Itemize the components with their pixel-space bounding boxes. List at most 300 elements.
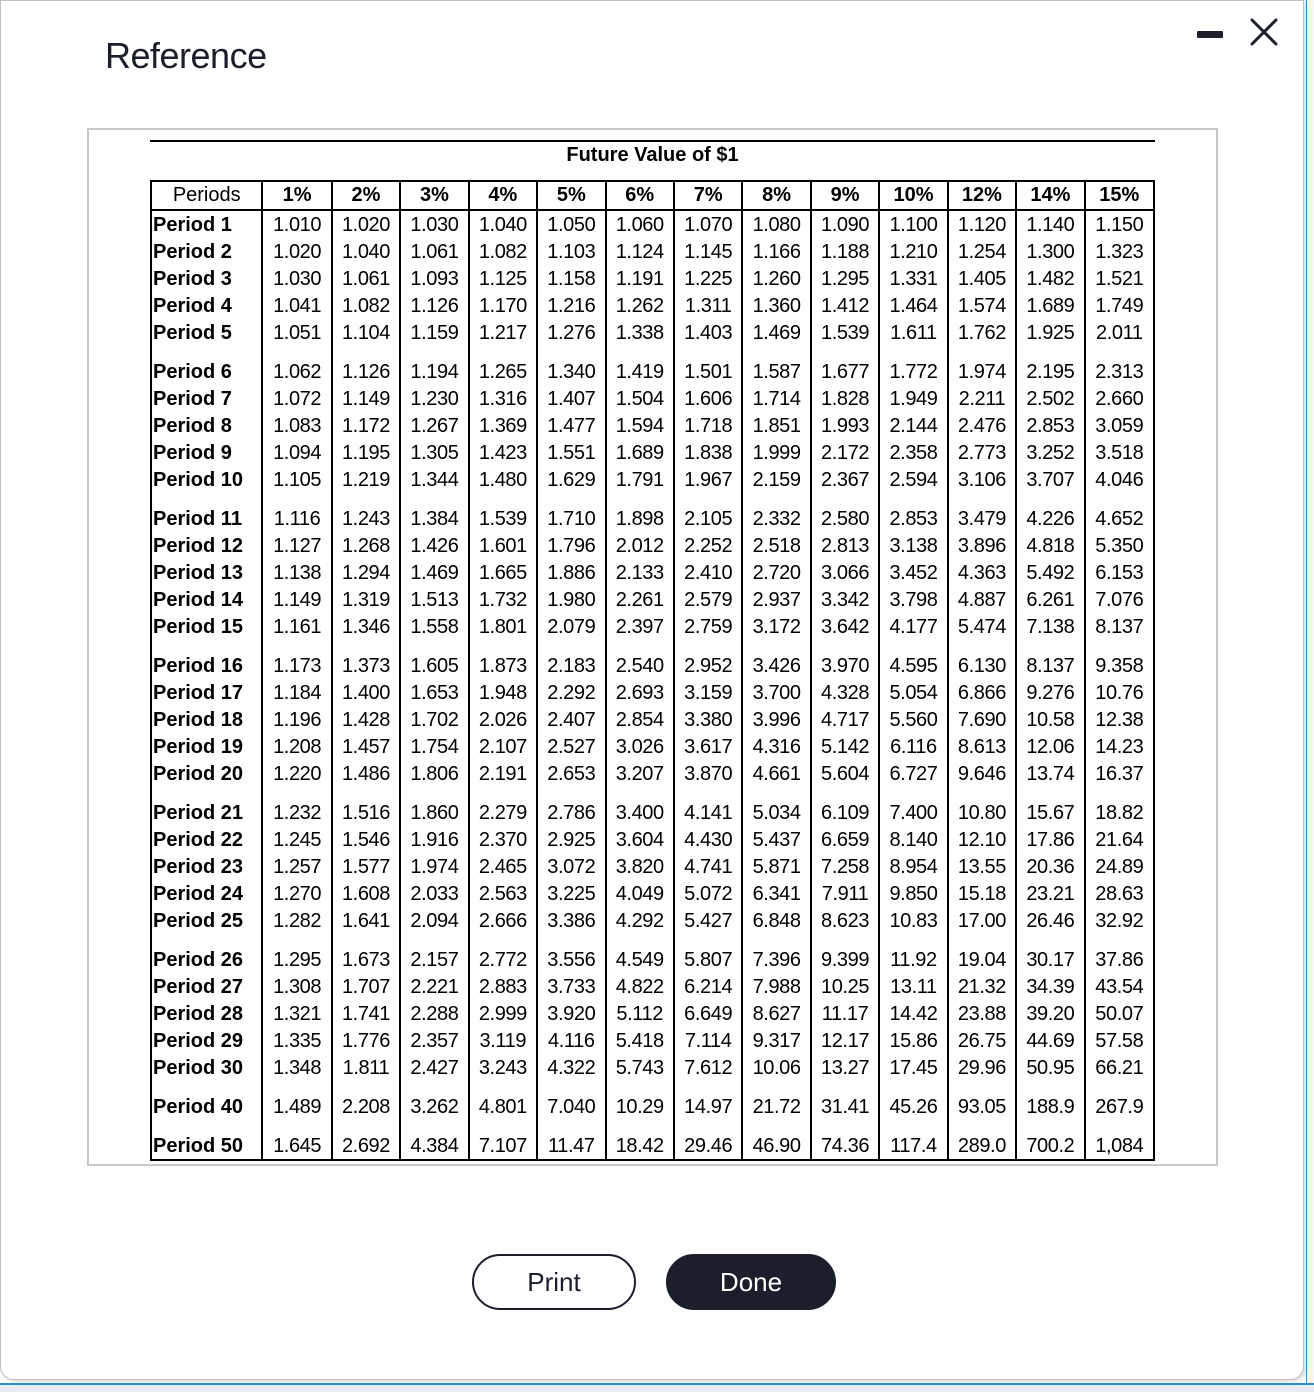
table-cell: 1.062 (262, 346, 331, 385)
table-cell: 1.158 (537, 265, 605, 292)
table-cell: 2.853 (1016, 412, 1084, 439)
table-cell: 3.479 (948, 493, 1016, 532)
table-cell: 5.437 (742, 826, 810, 853)
table-cell: 1.335 (262, 1027, 331, 1054)
table-cell: 1.689 (606, 439, 674, 466)
table-cell: 1.384 (400, 493, 468, 532)
table-cell: 3.207 (606, 760, 674, 787)
table-cell: 4.141 (674, 787, 742, 826)
table-cell: 2.195 (1016, 346, 1084, 385)
table-cell: 26.46 (1016, 907, 1084, 934)
table-cell: 1.916 (400, 826, 468, 853)
period-label: Period 15 (151, 613, 262, 640)
table-cell: 2.653 (537, 760, 605, 787)
table-row (151, 466, 1154, 493)
rate-header: 6% (606, 181, 674, 210)
table-row (151, 265, 1154, 292)
table-cell: 4.226 (1016, 493, 1084, 532)
table-cell: 43.54 (1085, 973, 1154, 1000)
rate-header: 4% (469, 181, 537, 210)
table-cell: 1.513 (400, 586, 468, 613)
table-cell: 4.292 (606, 907, 674, 934)
table-cell: 1.308 (262, 973, 331, 1000)
table-cell: 1.587 (742, 346, 810, 385)
table-cell: 1.295 (262, 934, 331, 973)
table-cell: 4.818 (1016, 532, 1084, 559)
table-cell: 1.219 (332, 466, 400, 493)
table-cell: 1.126 (400, 292, 468, 319)
table-cell: 4.363 (948, 559, 1016, 586)
table-cell: 6.130 (948, 640, 1016, 679)
table-cell: 1.321 (262, 1000, 331, 1027)
table-cell: 17.00 (948, 907, 1016, 934)
table-cell: 4.322 (537, 1054, 605, 1081)
period-label: Period 16 (151, 640, 262, 679)
table-cell: 1.093 (400, 265, 468, 292)
table-cell: 1.608 (332, 880, 400, 907)
table-cell: 1.423 (469, 439, 537, 466)
table-cell: 13.74 (1016, 760, 1084, 787)
rate-header: 15% (1085, 181, 1154, 210)
table-cell: 2.367 (811, 466, 879, 493)
table-cell: 13.11 (879, 973, 947, 1000)
table-cell: 3.707 (1016, 466, 1084, 493)
table-cell: 1.925 (1016, 319, 1084, 346)
table-cell: 2.208 (332, 1081, 400, 1120)
table-cell: 1.860 (400, 787, 468, 826)
table-cell: 1.403 (674, 319, 742, 346)
table-cell: 4.549 (606, 934, 674, 973)
period-label: Period 14 (151, 586, 262, 613)
table-cell: 1.265 (469, 346, 537, 385)
table-cell: 3.252 (1016, 439, 1084, 466)
table-cell: 1.974 (948, 346, 1016, 385)
table-row (151, 319, 1154, 346)
table-cell: 9.317 (742, 1027, 810, 1054)
table-cell: 1.319 (332, 586, 400, 613)
table-cell: 12.10 (948, 826, 1016, 853)
table-row (151, 586, 1154, 613)
table-row (151, 439, 1154, 466)
table-cell: 1.749 (1085, 292, 1154, 319)
table-cell: 1.501 (674, 346, 742, 385)
table-cell: 2.211 (948, 385, 1016, 412)
table-cell: 1.601 (469, 532, 537, 559)
rate-header: 1% (262, 181, 331, 210)
table-cell: 1.331 (879, 265, 947, 292)
table-cell: 18.42 (606, 1120, 674, 1160)
table-cell: 4.116 (537, 1027, 605, 1054)
table-cell: 2.107 (469, 733, 537, 760)
table-cell: 9.276 (1016, 679, 1084, 706)
future-value-table (150, 180, 1155, 1161)
table-cell: 1.150 (1085, 210, 1154, 238)
table-cell: 34.39 (1016, 973, 1084, 1000)
period-label: Period 26 (151, 934, 262, 973)
table-cell: 1.061 (400, 238, 468, 265)
table-cell: 2.952 (674, 640, 742, 679)
table-cell: 4.887 (948, 586, 1016, 613)
table-cell: 4.049 (606, 880, 674, 907)
table-cell: 1.360 (742, 292, 810, 319)
table-title: Future Value of $1 (150, 140, 1155, 170)
table-cell: 1.718 (674, 412, 742, 439)
table-cell: 1.225 (674, 265, 742, 292)
table-cell: 1.072 (262, 385, 331, 412)
table-cell: 1.050 (537, 210, 605, 238)
table-cell: 1.801 (469, 613, 537, 640)
period-label: Period 20 (151, 760, 262, 787)
table-cell: 1.105 (262, 466, 331, 493)
table-cell: 1.010 (262, 210, 331, 238)
table-cell: 1.486 (332, 760, 400, 787)
table-cell: 1.702 (400, 706, 468, 733)
table-cell: 4.328 (811, 679, 879, 706)
period-label: Period 1 (151, 210, 262, 238)
table-cell: 2.332 (742, 493, 810, 532)
table-cell: 6.214 (674, 973, 742, 1000)
table-cell: 1.348 (262, 1054, 331, 1081)
table-cell: 3.820 (606, 853, 674, 880)
table-cell: 4.046 (1085, 466, 1154, 493)
table-cell: 1.710 (537, 493, 605, 532)
table-cell: 3.172 (742, 613, 810, 640)
table-cell: 2.183 (537, 640, 605, 679)
table-cell: 2.011 (1085, 319, 1154, 346)
table-cell: 1.040 (469, 210, 537, 238)
table-cell: 23.88 (948, 1000, 1016, 1027)
table-cell: 57.58 (1085, 1027, 1154, 1054)
table-cell: 2.660 (1085, 385, 1154, 412)
table-row (151, 640, 1154, 679)
background-window-strip (0, 1383, 1314, 1392)
table-cell: 50.95 (1016, 1054, 1084, 1081)
print-button[interactable]: Print (472, 1254, 636, 1310)
table-cell: 1.772 (879, 346, 947, 385)
table-cell: 44.69 (1016, 1027, 1084, 1054)
period-label: Period 17 (151, 679, 262, 706)
table-cell: 6.848 (742, 907, 810, 934)
table-cell: 10.80 (948, 787, 1016, 826)
period-label: Period 11 (151, 493, 262, 532)
table-cell: 1.090 (811, 210, 879, 238)
table-cell: 1.104 (332, 319, 400, 346)
period-label: Period 7 (151, 385, 262, 412)
table-cell: 1.873 (469, 640, 537, 679)
table-cell: 10.58 (1016, 706, 1084, 733)
table-cell: 5.034 (742, 787, 810, 826)
table-cell: 8.140 (879, 826, 947, 853)
table-cell: 3.159 (674, 679, 742, 706)
rate-header: 8% (742, 181, 810, 210)
table-cell: 26.75 (948, 1027, 1016, 1054)
table-cell: 1.838 (674, 439, 742, 466)
period-label: Period 8 (151, 412, 262, 439)
table-cell: 3.970 (811, 640, 879, 679)
table-cell: 4.661 (742, 760, 810, 787)
table-cell: 5.072 (674, 880, 742, 907)
period-label: Period 24 (151, 880, 262, 907)
period-label: Period 3 (151, 265, 262, 292)
table-cell: 1.030 (400, 210, 468, 238)
table-cell: 21.64 (1085, 826, 1154, 853)
table-cell: 1.796 (537, 532, 605, 559)
table-cell: 1.149 (332, 385, 400, 412)
table-cell: 28.63 (1085, 880, 1154, 907)
table-cell: 1.061 (332, 265, 400, 292)
table-cell: 1.373 (332, 640, 400, 679)
table-row (151, 733, 1154, 760)
table-cell: 14.23 (1085, 733, 1154, 760)
table-row (151, 210, 1154, 238)
table-cell: 1.993 (811, 412, 879, 439)
table-cell: 1.082 (469, 238, 537, 265)
table-cell: 1.806 (400, 760, 468, 787)
table-cell: 6.261 (1016, 586, 1084, 613)
table-cell: 1.665 (469, 559, 537, 586)
table-cell: 1.082 (332, 292, 400, 319)
table-cell: 3.426 (742, 640, 810, 679)
table-cell: 5.743 (606, 1054, 674, 1081)
dialog-title: Reference (105, 35, 267, 76)
table-cell: 1.294 (332, 559, 400, 586)
table-cell: 4.177 (879, 613, 947, 640)
table-cell: 17.45 (879, 1054, 947, 1081)
table-cell: 1.188 (811, 238, 879, 265)
table-cell: 1.220 (262, 760, 331, 787)
table-cell: 3.700 (742, 679, 810, 706)
table-cell: 15.67 (1016, 787, 1084, 826)
table-header-row (151, 181, 1154, 210)
table-cell: 2.527 (537, 733, 605, 760)
period-label: Period 12 (151, 532, 262, 559)
rate-header: 3% (400, 181, 468, 210)
table-cell: 11.92 (879, 934, 947, 973)
table-cell: 10.25 (811, 973, 879, 1000)
table-cell: 2.465 (469, 853, 537, 880)
table-cell: 2.079 (537, 613, 605, 640)
table-cell: 6.659 (811, 826, 879, 853)
table-cell: 1.741 (332, 1000, 400, 1027)
table-cell: 289.0 (948, 1120, 1016, 1160)
table-cell: 1.477 (537, 412, 605, 439)
table-cell: 10.83 (879, 907, 947, 934)
table-cell: 5.807 (674, 934, 742, 973)
table-row (151, 613, 1154, 640)
table-cell: 1.574 (948, 292, 1016, 319)
table-cell: 1.886 (537, 559, 605, 586)
table-cell: 1.232 (262, 787, 331, 826)
table-row (151, 853, 1154, 880)
table-cell: 1.170 (469, 292, 537, 319)
period-label: Period 18 (151, 706, 262, 733)
table-cell: 12.06 (1016, 733, 1084, 760)
table-cell: 2.786 (537, 787, 605, 826)
table-row (151, 826, 1154, 853)
table-cell: 32.92 (1085, 907, 1154, 934)
table-cell: 2.720 (742, 559, 810, 586)
table-cell: 10.06 (742, 1054, 810, 1081)
table-row (151, 1000, 1154, 1027)
table-cell: 2.026 (469, 706, 537, 733)
table-cell: 1.673 (332, 934, 400, 973)
table-cell: 16.37 (1085, 760, 1154, 787)
table-cell: 1.645 (262, 1120, 331, 1160)
table-cell: 2.579 (674, 586, 742, 613)
table-cell: 9.399 (811, 934, 879, 973)
table-cell: 21.32 (948, 973, 1016, 1000)
table-cell: 3.059 (1085, 412, 1154, 439)
table-cell: 1.159 (400, 319, 468, 346)
table-cell: 3.066 (811, 559, 879, 586)
period-label: Period 40 (151, 1081, 262, 1120)
table-cell: 4.430 (674, 826, 742, 853)
table-cell: 1.480 (469, 466, 537, 493)
table-cell: 3.119 (469, 1027, 537, 1054)
table-cell: 2.883 (469, 973, 537, 1000)
done-button[interactable]: Done (666, 1254, 836, 1310)
table-cell: 21.72 (742, 1081, 810, 1120)
table-cell: 1.262 (606, 292, 674, 319)
table-cell: 2.157 (400, 934, 468, 973)
table-cell: 700.2 (1016, 1120, 1084, 1160)
table-cell: 2.594 (879, 466, 947, 493)
table-cell: 3.996 (742, 706, 810, 733)
table-cell: 1.714 (742, 385, 810, 412)
table-row (151, 346, 1154, 385)
table-cell: 1.464 (879, 292, 947, 319)
table-cell: 1.949 (879, 385, 947, 412)
table-cell: 1.083 (262, 412, 331, 439)
table-cell: 1.080 (742, 210, 810, 238)
table-cell: 2.476 (948, 412, 1016, 439)
rate-header: 5% (537, 181, 605, 210)
table-cell: 8.137 (1016, 640, 1084, 679)
table-cell: 1.282 (262, 907, 331, 934)
table-cell: 2.191 (469, 760, 537, 787)
table-cell: 12.17 (811, 1027, 879, 1054)
table-cell: 2.261 (606, 586, 674, 613)
table-cell: 1.641 (332, 907, 400, 934)
table-cell: 1.419 (606, 346, 674, 385)
table-cell: 1.268 (332, 532, 400, 559)
table-cell: 2.144 (879, 412, 947, 439)
table-cell: 1.195 (332, 439, 400, 466)
table-cell: 1.851 (742, 412, 810, 439)
table-cell: 18.82 (1085, 787, 1154, 826)
table-cell: 1.521 (1085, 265, 1154, 292)
table-cell: 1.161 (262, 613, 331, 640)
table-cell: 8.623 (811, 907, 879, 934)
table-cell: 6.649 (674, 1000, 742, 1027)
table-cell: 7.040 (537, 1081, 605, 1120)
table-cell: 5.142 (811, 733, 879, 760)
table-cell: 4.384 (400, 1120, 468, 1160)
table-cell: 1.558 (400, 613, 468, 640)
table-cell: 1.041 (262, 292, 331, 319)
table-row (151, 1120, 1154, 1160)
table-cell: 2.133 (606, 559, 674, 586)
table-cell: 20.36 (1016, 853, 1084, 880)
rate-header: 14% (1016, 181, 1084, 210)
table-row (151, 973, 1154, 1000)
table-cell: 1.754 (400, 733, 468, 760)
table-cell: 5.560 (879, 706, 947, 733)
minimize-icon[interactable] (1197, 31, 1223, 38)
table-cell: 1.469 (400, 559, 468, 586)
table-cell: 2.580 (811, 493, 879, 532)
table-cell: 1.811 (332, 1054, 400, 1081)
table-row (151, 787, 1154, 826)
table-cell: 1.400 (332, 679, 400, 706)
table-cell: 8.137 (1085, 613, 1154, 640)
table-cell: 1.030 (262, 265, 331, 292)
table-cell: 2.172 (811, 439, 879, 466)
table-cell: 1.194 (400, 346, 468, 385)
table-cell: 3.642 (811, 613, 879, 640)
table-cell: 2.358 (879, 439, 947, 466)
table-cell: 66.21 (1085, 1054, 1154, 1081)
table-cell: 3.386 (537, 907, 605, 934)
table-cell: 1.967 (674, 466, 742, 493)
table-cell: 24.89 (1085, 853, 1154, 880)
period-label: Period 2 (151, 238, 262, 265)
table-cell: 1.653 (400, 679, 468, 706)
table-cell: 1.539 (469, 493, 537, 532)
table-cell: 1.828 (811, 385, 879, 412)
table-cell: 3.342 (811, 586, 879, 613)
table-cell: 1.323 (1085, 238, 1154, 265)
table-cell: 3.556 (537, 934, 605, 973)
table-cell: 1.295 (811, 265, 879, 292)
table-cell: 4.316 (742, 733, 810, 760)
table-cell: 2.292 (537, 679, 605, 706)
table-cell: 93.05 (948, 1081, 1016, 1120)
table-cell: 1.196 (262, 706, 331, 733)
table-cell: 1.346 (332, 613, 400, 640)
table-cell: 5.474 (948, 613, 1016, 640)
table-cell: 5.054 (879, 679, 947, 706)
table-cell: 1.216 (537, 292, 605, 319)
table-cell: 2.813 (811, 532, 879, 559)
table-cell: 2.357 (400, 1027, 468, 1054)
period-label: Period 6 (151, 346, 262, 385)
table-cell: 5.418 (606, 1027, 674, 1054)
table-cell: 7.911 (811, 880, 879, 907)
table-cell: 7.114 (674, 1027, 742, 1054)
table-cell: 6.341 (742, 880, 810, 907)
period-label: Period 21 (151, 787, 262, 826)
table-cell: 3.733 (537, 973, 605, 1000)
table-cell: 30.17 (1016, 934, 1084, 973)
table-cell: 1.070 (674, 210, 742, 238)
close-icon[interactable] (1247, 15, 1281, 49)
table-cell: 1.405 (948, 265, 1016, 292)
table-cell: 1.230 (400, 385, 468, 412)
table-cell: 2.759 (674, 613, 742, 640)
table-row (151, 1027, 1154, 1054)
table-cell: 3.262 (400, 1081, 468, 1120)
table-cell: 7.258 (811, 853, 879, 880)
table-row (151, 412, 1154, 439)
table-cell: 1.245 (262, 826, 331, 853)
table-cell: 7.076 (1085, 586, 1154, 613)
table-cell: 1.172 (332, 412, 400, 439)
rate-header: 12% (948, 181, 1016, 210)
table-cell: 3.400 (606, 787, 674, 826)
table-cell: 2.033 (400, 880, 468, 907)
table-cell: 188.9 (1016, 1081, 1084, 1120)
